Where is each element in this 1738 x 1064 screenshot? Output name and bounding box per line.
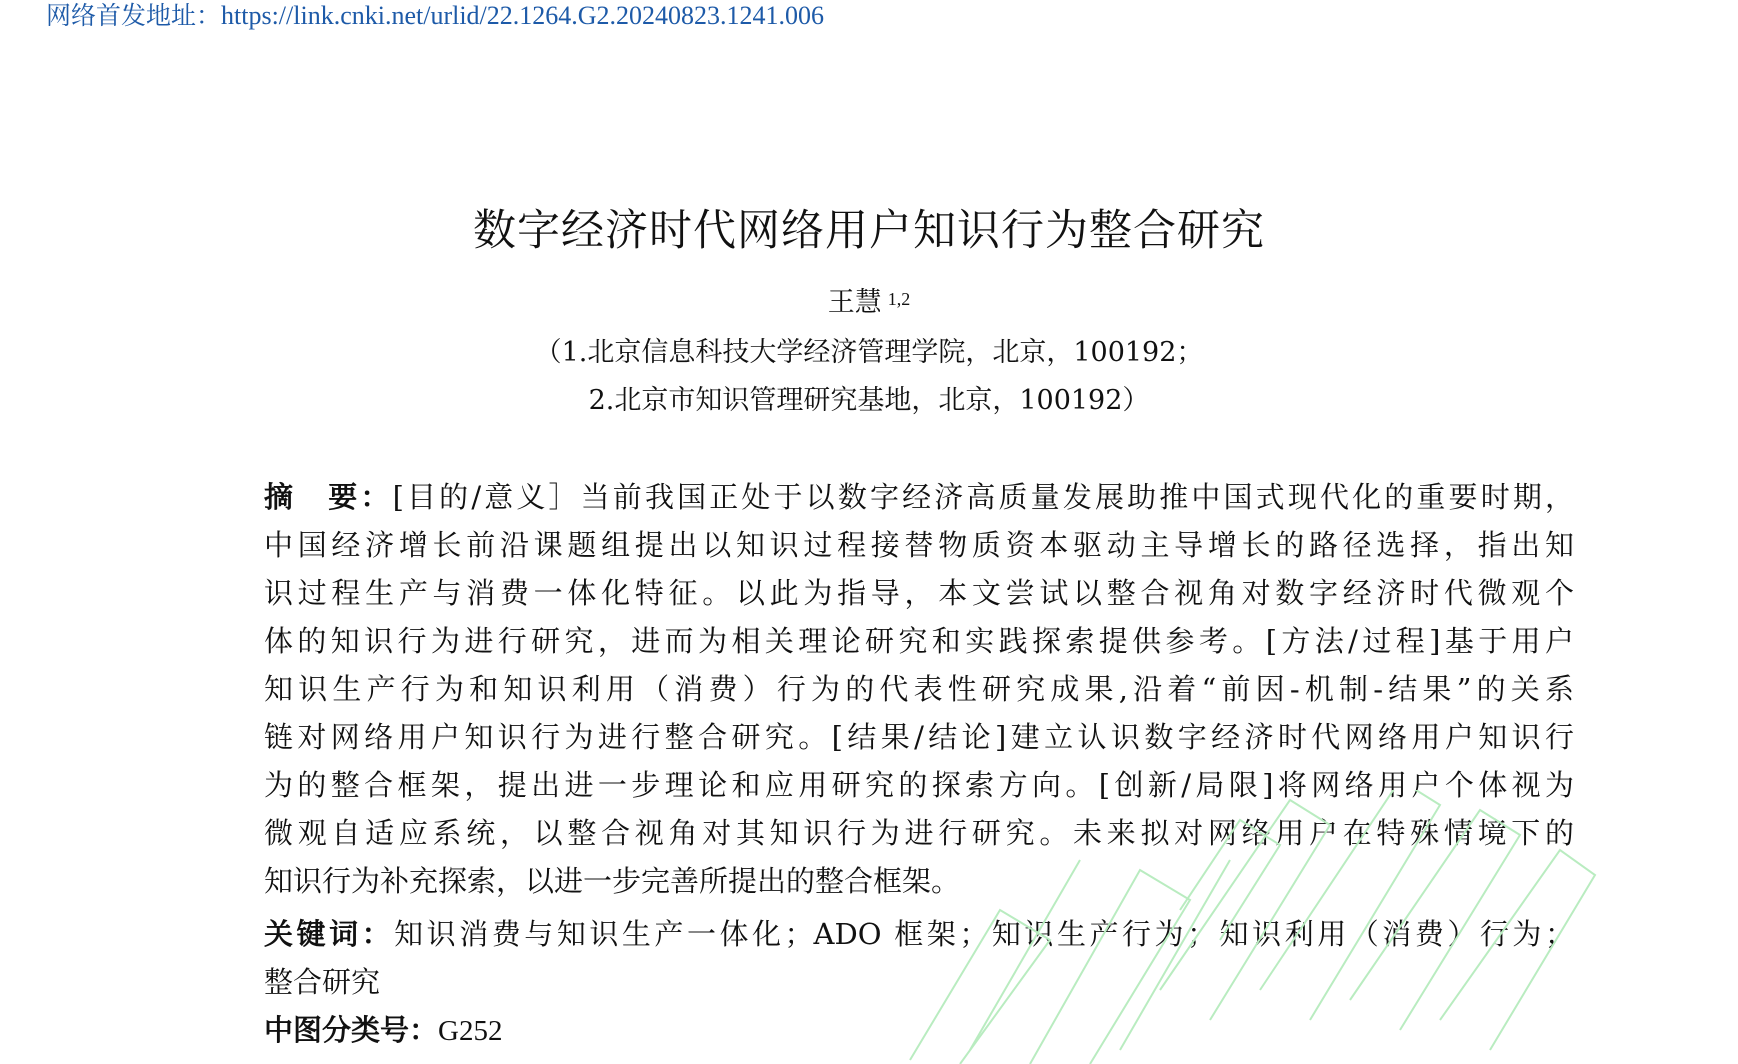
keywords-line [264,910,1574,958]
paper-title: 数字经济时代网络用户知识行为整合研究 [473,206,1265,256]
affiliation-1: （1.北京信息科技大学经济管理学院，北京，100192； [534,337,1204,368]
online-first-label: 网络首发地址： [46,1,222,30]
author-line [0,285,1738,321]
online-first-url[interactable]: https://link.cnki.net/urlid/22.1264.G2.20240823.1241.006 [221,1,825,30]
classification-line [264,1006,1574,1054]
online-first-address [46,0,824,32]
affiliation-2: 2.北京市知识管理研究基地，北京，100192） [588,385,1150,416]
abstract-line: 为的整合框架，提出进一步理论和应用研究的探索方向。[创新/局限]将网络用户个体视为 [264,768,1574,802]
keywords [264,910,1574,1006]
abstract-line: 链对网络用户知识行为进行整合研究。[结果/结论]建立认识数字经济时代网络用户知识行 [264,720,1574,754]
abstract-label: 摘 要： [264,480,393,514]
abstract-line: 微观自适应系统，以整合视角对其知识行为进行研究。未来拟对网络用户在特殊情境下的 [264,816,1574,850]
abstract [264,473,1574,905]
abstract-line [264,473,1574,521]
abstract-line: 中国经济增长前沿课题组提出以知识过程接替物质资本驱动主导增长的路径选择，指出知 [264,528,1574,562]
abstract-line: 体的知识行为进行研究，进而为相关理论研究和实践探索提供参考。[方法/过程]基于用户 [264,624,1574,658]
abstract-text: [目的/意义］当前我国正处于以数字经济高质量发展助推中国式现代化的重要时期， [392,480,1574,514]
classification-label: 中图分类号： [264,1013,439,1047]
keywords-line: 整合研究 [264,965,381,999]
author-name: 王慧 [827,287,882,318]
classification [264,1006,1574,1054]
classification-code: G252 [438,1015,503,1047]
author-affiliation-marks: 1,2 [887,289,911,309]
keywords-label: 关键词： [264,917,395,951]
abstract-line: 知识行为补充探索，以进一步完善所提出的整合框架。 [264,864,961,898]
keywords-text: 知识消费与知识生产一体化；ADO 框架；知识生产行为；知识利用（消费）行为； [394,917,1574,951]
abstract-line: 识过程生产与消费一体化特征。以此为指导，本文尝试以整合视角对数字经济时代微观个 [264,576,1574,610]
abstract-line: 知识生产行为和知识利用（消费）行为的代表性研究成果,沿着“前因-机制-结果”的关系 [264,672,1574,706]
